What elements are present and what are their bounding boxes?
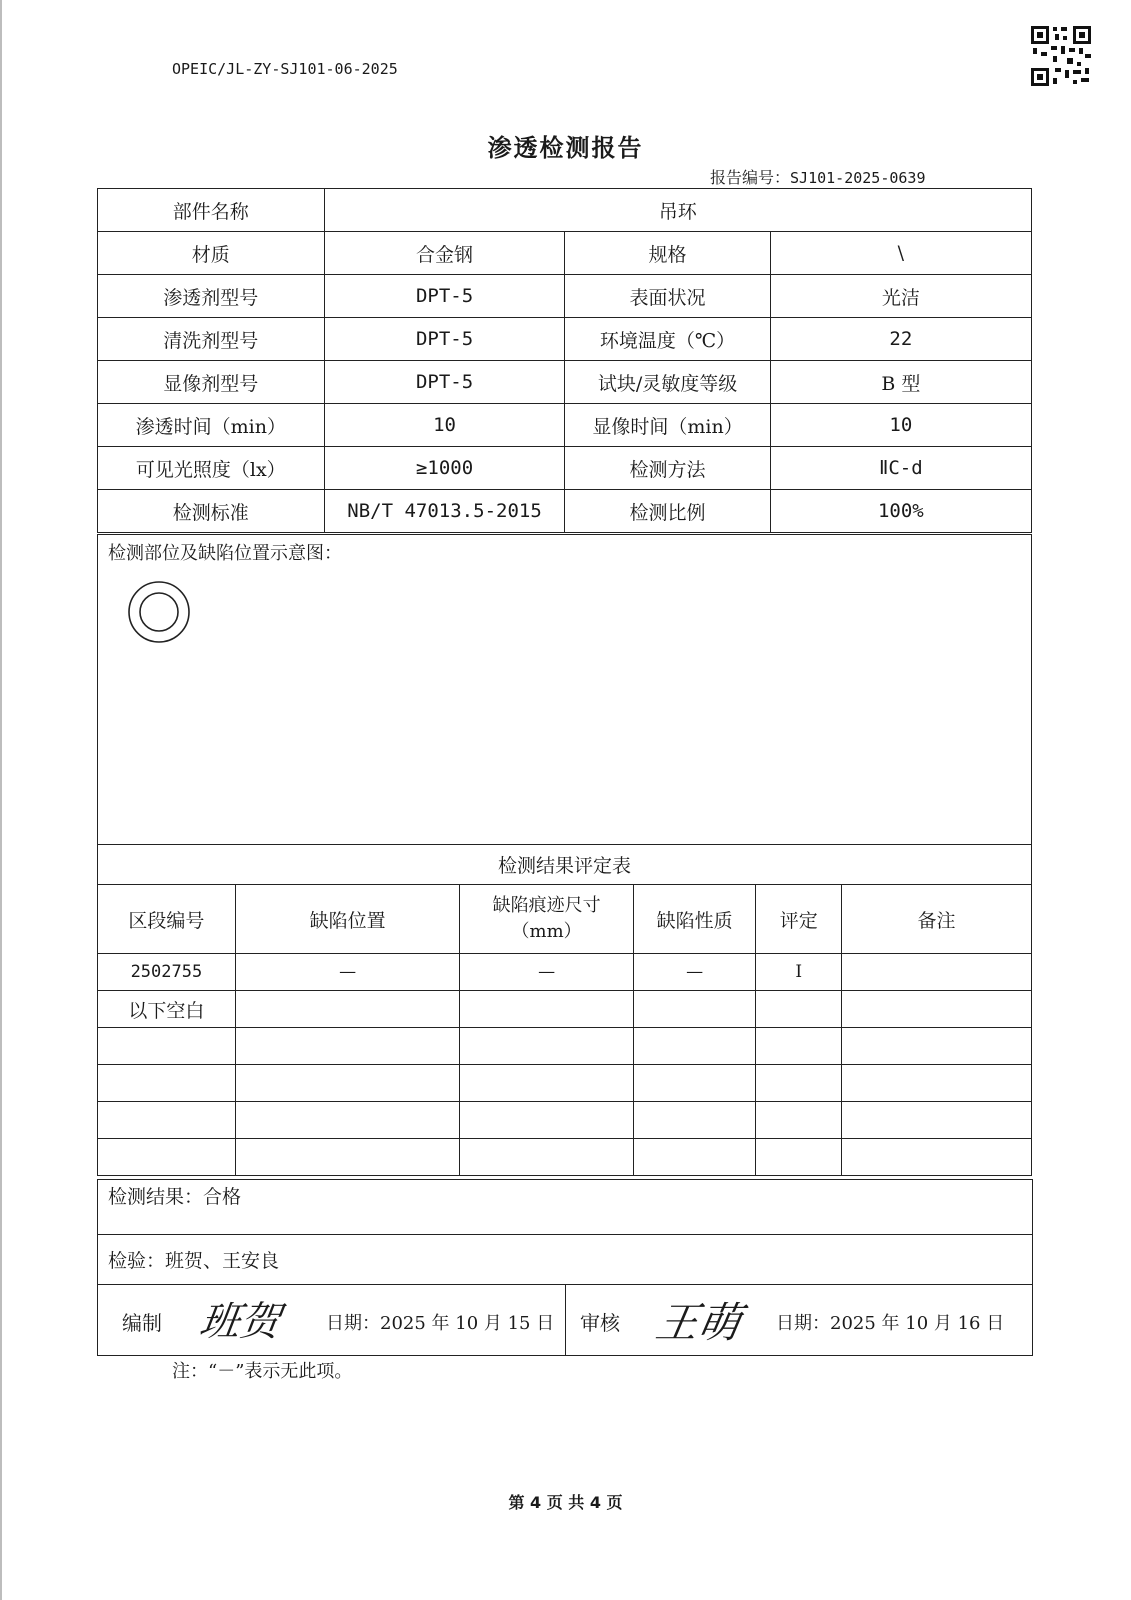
info-row: [98, 189, 1032, 232]
table-cell: [842, 991, 1032, 1028]
info-value: B 型: [770, 361, 1031, 404]
info-label: 试块/灵敏度等级: [565, 361, 770, 404]
conclusion-table: [97, 1179, 1033, 1356]
info-row: [98, 275, 1032, 318]
table-cell: [235, 991, 460, 1028]
info-label: 规格: [565, 232, 770, 275]
column-header: 备注: [842, 885, 1032, 954]
info-label: 环境温度（℃）: [565, 318, 770, 361]
report-number: [710, 165, 925, 188]
column-header: 区段编号: [98, 885, 236, 954]
table-cell: [633, 991, 755, 1028]
info-value: DPT-5: [324, 275, 565, 318]
table-cell: [842, 1065, 1032, 1102]
compile-cell: [98, 1285, 566, 1356]
table-cell: 以下空白: [98, 991, 236, 1028]
info-value: DPT-5: [324, 318, 565, 361]
table-cell: [235, 1028, 460, 1065]
compile-label: 编制: [122, 1311, 162, 1335]
column-header: 缺陷位置: [235, 885, 460, 954]
info-label: 材质: [98, 232, 325, 275]
table-cell: [633, 1102, 755, 1139]
table-cell: [842, 1139, 1032, 1176]
info-label: 渗透时间（min）: [98, 404, 325, 447]
info-label: 显像剂型号: [98, 361, 325, 404]
table-cell: [633, 1065, 755, 1102]
review-cell: [566, 1285, 1033, 1356]
qr-code-icon: [1029, 24, 1093, 88]
report-number-value: SJ101-2025-0639: [790, 169, 926, 187]
table-cell: [460, 1028, 634, 1065]
info-value: 合金钢: [324, 232, 565, 275]
table-cell: [842, 1102, 1032, 1139]
table-row: [98, 1065, 1032, 1102]
table-cell: [235, 1139, 460, 1176]
info-value: DPT-5: [324, 361, 565, 404]
info-row: [98, 232, 1032, 275]
table-cell: —: [235, 954, 460, 991]
scan-edge: [0, 0, 2, 1600]
results-table: [97, 884, 1032, 1176]
compiler-signature: [196, 1293, 302, 1347]
info-value: 光洁: [770, 275, 1031, 318]
table-cell: [235, 1065, 460, 1102]
document-code: OPEIC/JL-ZY-SJ101-06-2025: [172, 60, 398, 78]
info-row: [98, 361, 1032, 404]
info-label: 检测标准: [98, 490, 325, 533]
table-cell: [460, 1102, 634, 1139]
diagram-cell: [98, 535, 1032, 845]
info-row: [98, 490, 1032, 533]
table-cell: [460, 1139, 634, 1176]
diagram-section: [97, 534, 1032, 885]
column-header: 缺陷痕迹尺寸: [492, 895, 601, 916]
review-label: 审核: [580, 1311, 620, 1335]
table-cell: [756, 1065, 842, 1102]
column-header: 评定: [756, 885, 842, 954]
table-cell: —: [460, 954, 634, 991]
table-cell: [756, 1139, 842, 1176]
table-cell: [756, 991, 842, 1028]
reviewer-signature-text: 王萌: [652, 1298, 745, 1347]
info-label: 显像时间（min）: [565, 404, 770, 447]
info-value: 22: [770, 318, 1031, 361]
table-cell: [842, 954, 1032, 991]
column-header-size: [460, 885, 634, 954]
info-table: [97, 188, 1032, 533]
info-value: ≥1000: [324, 447, 565, 490]
signature-row: [98, 1285, 1033, 1356]
inspectors-text: 检验：班贺、王安良: [98, 1235, 1033, 1285]
info-value: 100%: [770, 490, 1031, 533]
table-cell: [756, 1028, 842, 1065]
part-name-value: 吊环: [324, 189, 1031, 232]
info-label: 清洗剂型号: [98, 318, 325, 361]
info-label: 渗透剂型号: [98, 275, 325, 318]
compile-date: 日期：2025 年 10 月 15 日: [326, 1313, 555, 1334]
info-value: 10: [770, 404, 1031, 447]
page-number: 第 4 页 共 4 页: [508, 1493, 623, 1512]
info-value: \: [770, 232, 1031, 275]
info-row: [98, 447, 1032, 490]
table-cell: [756, 1102, 842, 1139]
info-label: 可见光照度（lx）: [98, 447, 325, 490]
table-cell: [98, 1065, 236, 1102]
conclusion-text: 检测结果：合格: [98, 1180, 1033, 1235]
info-value: ⅡC-d: [770, 447, 1031, 490]
info-label: 检测比例: [565, 490, 770, 533]
diagram-label: 检测部位及缺陷位置示意图：: [108, 543, 342, 564]
part-name-label: 部件名称: [98, 189, 325, 232]
column-header: 缺陷性质: [633, 885, 755, 954]
info-row: [98, 404, 1032, 447]
info-label: 表面状况: [565, 275, 770, 318]
table-cell: [842, 1028, 1032, 1065]
table-row: [98, 1028, 1032, 1065]
table-cell: —: [633, 954, 755, 991]
table-cell: [235, 1102, 460, 1139]
info-value: NB/T 47013.5-2015: [324, 490, 565, 533]
info-value: 10: [324, 404, 565, 447]
report-title: 渗透检测报告: [487, 134, 644, 162]
table-cell: [633, 1028, 755, 1065]
compiler-signature-text: 班贺: [196, 1299, 284, 1345]
table-cell: [98, 1028, 236, 1065]
info-label: 检测方法: [565, 447, 770, 490]
reviewer-signature: [652, 1291, 762, 1349]
table-row: [98, 991, 1032, 1028]
table-row: [98, 1139, 1032, 1176]
info-row: [98, 318, 1032, 361]
table-cell: Ⅰ: [756, 954, 842, 991]
table-cell: [98, 1102, 236, 1139]
table-cell: [98, 1139, 236, 1176]
table-row: [98, 1102, 1032, 1139]
column-header-unit: （mm）: [511, 921, 582, 942]
table-row: [98, 954, 1032, 991]
ring-diagram-icon: [126, 579, 192, 645]
table-cell: [633, 1139, 755, 1176]
table-cell: [460, 1065, 634, 1102]
table-cell: 2502755: [98, 954, 236, 991]
footnote: 注：“－”表示无此项。: [172, 1361, 353, 1382]
table-cell: [460, 991, 634, 1028]
review-date: 日期：2025 年 10 月 16 日: [776, 1313, 1005, 1334]
report-number-label: 报告编号：: [710, 168, 791, 187]
results-table-title: 检测结果评定表: [98, 845, 1032, 885]
results-header-row: [98, 885, 1032, 954]
